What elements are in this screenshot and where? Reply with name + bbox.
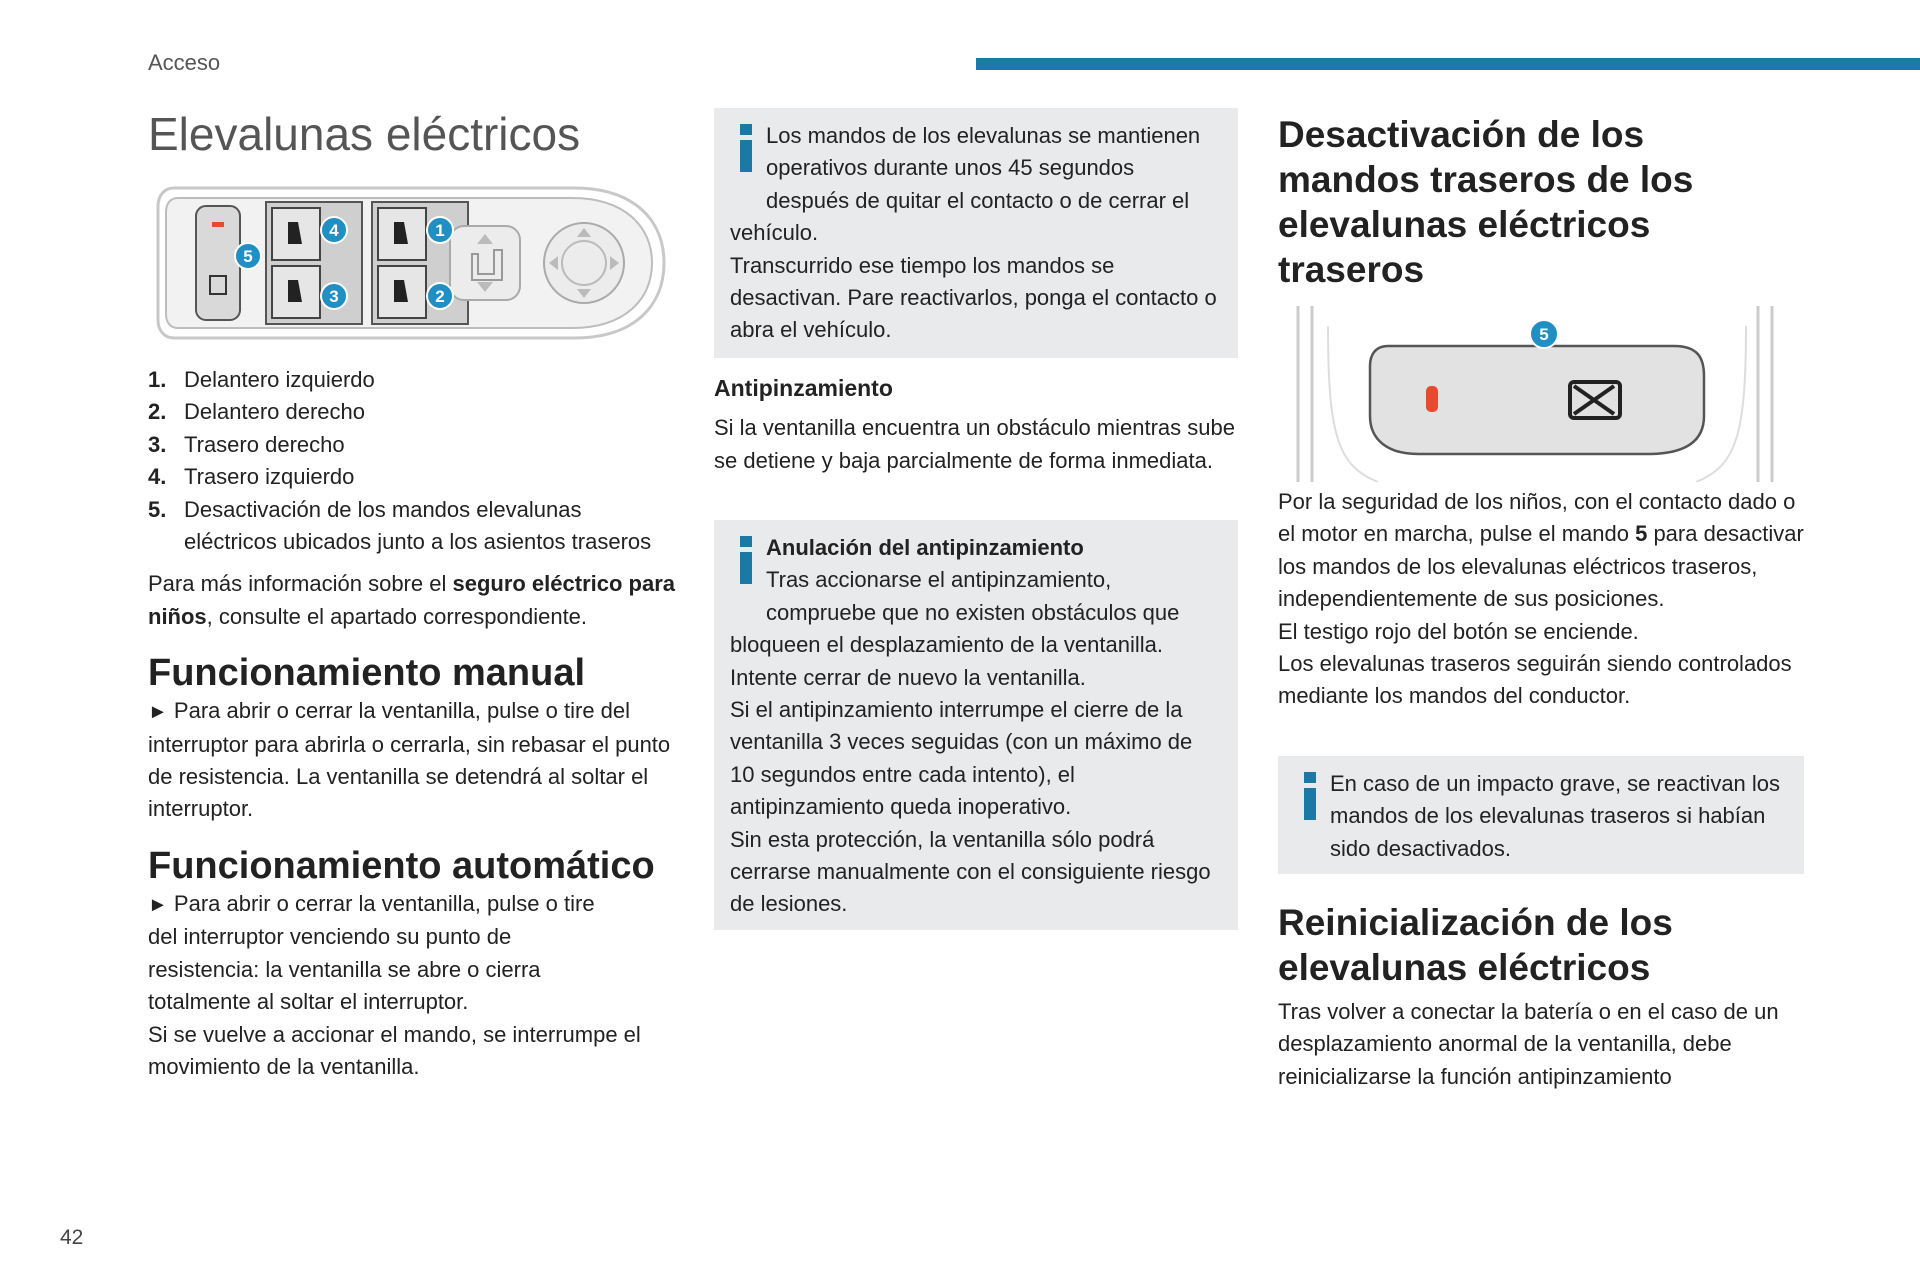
red-indicator — [1426, 386, 1438, 412]
info-box-operation-time: Los mandos de los elevalunas se mantienen operativos durante unos 45 segundos después de quitar el contacto o de cerrar el vehículo. Transcurrido ese tiempo los mandos se desactivan. Pare reactivarlos, ponga el contacto o abra el vehículo. — [714, 108, 1238, 358]
svg-text:1: 1 — [435, 221, 445, 240]
badge-5 — [1530, 320, 1558, 348]
automatic-paragraph-2: Si se vuelve a accionar el mando, se interrumpe el movimiento de la ventanilla. — [148, 1021, 641, 1079]
driver-control-paragraph: Los elevalunas traseros seguirán siendo controlados mediante los mandos del conductor. — [1278, 651, 1792, 709]
rear-deactivation-paragraph: Por la seguridad de los niños, con el contacto dado o el motor en marcha, pulse el mando 5 para desactivar los mandos de los elevalunas eléctricos traseros, independientemente de sus posiciones. — [1278, 489, 1804, 612]
header-accent-bar — [976, 58, 1920, 70]
column-left — [148, 108, 678, 1083]
section-label: Acceso — [148, 50, 221, 75]
svg-text:5: 5 — [243, 247, 253, 266]
antipinch-paragraph: Si la ventanilla encuentra un obstáculo mientras sube se detiene y baja parcialmente de forma inmediata. — [714, 415, 1235, 473]
info-box-antipinch-override: Anulación del antipinzamiento Tras accionarse el antipinzamiento, compruebe que no existen obstáculos que bloqueen el desplazamiento de la ventanilla. Intente cerrar de nuevo la ventanilla. Si el antipinzamiento interrumpe el cierre de la ventanilla 3 veces seguidas (con un máximo de 10 segundos entre cada intento), el antipinzamiento queda inoperativo. Sin esta protección, la ventanilla sólo podrá cerrarse manualmente con el consiguiente riesgo de lesiones. — [714, 520, 1238, 930]
door-switch-figure — [154, 180, 666, 346]
reinit-paragraph: Tras volver a conectar la batería o en el caso de un desplazamiento anormal de la ventanilla, debe reinicializarse la función antipinzamiento — [1278, 999, 1779, 1089]
info-box-title: Anulación del antipinzamiento — [766, 535, 1084, 560]
badge-3 — [321, 283, 347, 309]
svg-text:3: 3 — [329, 287, 339, 306]
switch-legend-list — [148, 364, 678, 558]
red-indicator — [212, 222, 224, 227]
list-item: 1. Delantero izquierdo — [148, 367, 375, 392]
info-icon — [730, 536, 760, 598]
list-item: 5. Desactivación de los mandos elevalunas eléctricos ubicados junto a los asientos traseros — [148, 496, 652, 555]
heading-manual: Funcionamiento manual — [148, 652, 586, 695]
automatic-paragraph: ► Para abrir o cerrar la ventanilla, pulse o tire del interruptor venciendo su punto de resistencia: la ventanilla se abre o cierra totalmente al soltar el interruptor. — [148, 890, 595, 1015]
manual-paragraph: ► Para abrir o cerrar la ventanilla, pulse o tire del interruptor para abrirla o cerrarla, sin rebasar el punto de resistencia. La ventanilla se detendrá al soltar el interruptor. — [148, 698, 671, 822]
heading-rear-deactivation: Desactivación de los mandos traseros de los elevalunas eléctricos traseros — [1278, 114, 1694, 290]
antipinch-section — [714, 372, 1238, 477]
list-item: 2. Delantero derecho — [148, 399, 366, 425]
reinit-section — [1278, 900, 1808, 1093]
page-number: 42 — [60, 1226, 84, 1249]
list-item: 3. Trasero derecho — [148, 431, 345, 457]
rear-lock-button-illustration — [1278, 306, 1798, 482]
column-right — [1278, 112, 1808, 713]
rear-lock-figure — [1278, 306, 1798, 482]
rear-lock-button — [1370, 346, 1704, 454]
more-info-paragraph: Para más información sobre el seguro eléctrico para niños, consulte el apartado correspondiente. — [148, 571, 676, 629]
svg-text:5: 5 — [1539, 325, 1549, 344]
heading-reinitialization: Reinicialización de los elevalunas eléctricos — [1278, 902, 1673, 988]
badge-4 — [321, 217, 347, 243]
child-lock-reference: seguro eléctrico para niños — [148, 571, 676, 629]
badge-2 — [427, 283, 453, 309]
badge-5 — [235, 243, 261, 269]
svg-text:4: 4 — [329, 221, 339, 240]
info-icon — [730, 124, 760, 186]
list-item: 4. Trasero izquierdo — [148, 464, 355, 490]
badge-1 — [427, 217, 453, 243]
heading-automatic: Funcionamiento automático — [148, 844, 655, 887]
svg-text:2: 2 — [435, 287, 445, 306]
window-switch-panel-illustration — [154, 180, 666, 346]
page-title: Elevalunas eléctricos — [148, 108, 581, 160]
info-box-impact: En caso de un impacto grave, se reactivan los mandos de los elevalunas traseros si habían sido desactivados. — [1278, 756, 1804, 874]
info-icon — [1294, 772, 1324, 834]
red-led-paragraph: El testigo rojo del botón se enciende. — [1278, 618, 1639, 644]
heading-antipinch: Antipinzamiento — [714, 375, 893, 401]
